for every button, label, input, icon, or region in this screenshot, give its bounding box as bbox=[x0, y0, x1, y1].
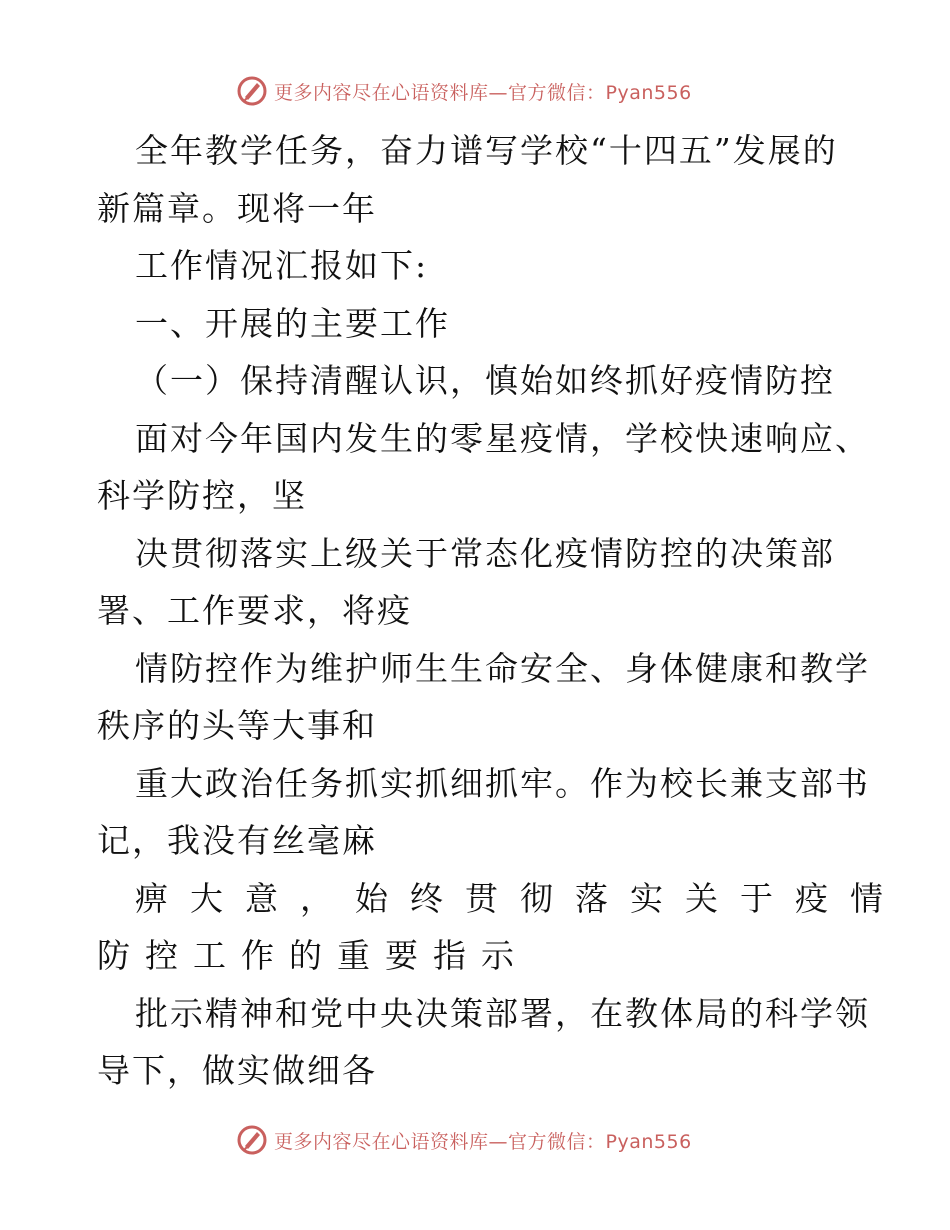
pen-logo-icon bbox=[236, 1124, 268, 1156]
text-line: 工作情况汇报如下: bbox=[135, 246, 429, 285]
text-line: 重大政治任务抓实抓细抓牢。作为校长兼支部书 bbox=[135, 763, 870, 803]
watermark-footer bbox=[236, 1123, 692, 1157]
text-line: 批示精神和党中央决策部署，在教体局的科学领 bbox=[135, 993, 870, 1033]
watermark-header bbox=[236, 74, 692, 108]
text-line: 记，我没有丝毫麻 bbox=[97, 821, 377, 860]
watermark-text: 更多内容尽在心语资料库—官方微信：Pyan556 bbox=[274, 1130, 692, 1153]
pen-logo-icon bbox=[236, 75, 268, 107]
text-line: 全年教学任务，奋力谱写学校“十四五”发展的 bbox=[135, 131, 838, 170]
watermark-text: 更多内容尽在心语资料库—官方微信：Pyan556 bbox=[274, 81, 692, 104]
text-line: 面对今年国内发生的零星疫情，学校快速响应、 bbox=[135, 418, 870, 458]
section-heading: 一、开展的主要工作 bbox=[135, 303, 450, 343]
text-line: 署、工作要求，将疫 bbox=[97, 591, 412, 630]
subsection-heading: （一）保持清醒认识，慎始如终抓好疫情防控 bbox=[135, 361, 835, 400]
text-line: 痹大意，始终贯彻落实关于疫情 bbox=[135, 878, 905, 918]
text-line: 新篇章。现将一年 bbox=[97, 188, 377, 228]
body-text bbox=[97, 122, 905, 1100]
text-line: 导下，做实做细各 bbox=[97, 1051, 377, 1090]
text-line: 决贯彻落实上级关于常态化疫情防控的决策部 bbox=[135, 533, 835, 573]
text-line: 情防控作为维护师生生命安全、身体健康和教学 bbox=[135, 648, 870, 688]
text-line: 秩序的头等大事和 bbox=[97, 706, 377, 745]
text-line: 防控工作的重要指示 bbox=[97, 936, 529, 975]
text-line: 科学防控，坚 bbox=[97, 476, 307, 515]
